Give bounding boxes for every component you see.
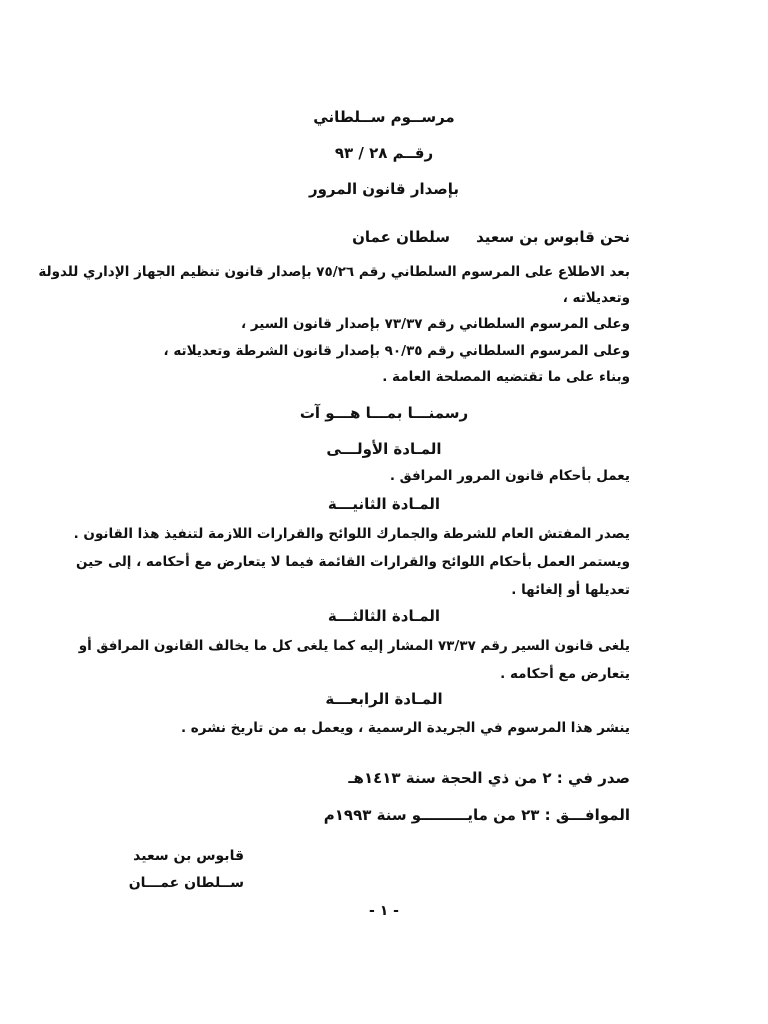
article-line: يتعارض مع أحكامه .	[500, 666, 630, 682]
article-heading: المـادة الثالثـــة	[327, 607, 441, 625]
issued-gregorian-date: الموافـــق : ٢٣ من مايـــــــــو سنة ١٩٩٣م	[323, 806, 630, 824]
preamble-line: وعلى المرسوم السلطاني رقم ٧٣/٣٧ بإصدار قانون السير ،	[241, 316, 630, 332]
article-heading: المـادة الثانيـــة	[327, 495, 441, 513]
page-number: - ١ -	[369, 903, 399, 919]
preamble-we-title: سلطان عمان	[352, 228, 450, 246]
article-heading: المـادة الأولـــى	[326, 440, 442, 458]
preamble-line: وتعديلاته ،	[562, 290, 630, 306]
decree-heading: رسمنـــا بمـــا هـــو آت	[299, 404, 469, 422]
signature-title: ســلطان عمـــان	[128, 875, 244, 891]
decree-subject: بإصدار قانون المرور	[308, 180, 460, 198]
article-line: ويستمر العمل بأحكام اللوائح والقرارات القائمة فيما لا يتعارض مع أحكامه ، إلى حين	[75, 554, 630, 570]
preamble-line: وبناء على ما تقتضيه المصلحة العامة .	[382, 369, 630, 385]
article-line: يعمل بأحكام قانون المرور المرافق .	[389, 468, 630, 484]
preamble-we-name: نحن قابوس بن سعيد	[476, 228, 630, 246]
article-line: يصدر المفتش العام للشرطة والجمارك اللوائح والقرارات اللازمة لتنفيذ هذا القانون .	[73, 526, 630, 542]
decree-number: رقــم ٢٨ / ٩٣	[334, 144, 434, 162]
issued-hijri-date: صدر في : ٢ من ذي الحجة سنة ١٤١٣هـ	[348, 769, 630, 787]
preamble-line: وعلى المرسوم السلطاني رقم ٩٠/٣٥ بإصدار قانون الشرطة وتعديلاته ،	[163, 343, 630, 359]
preamble-line: بعد الاطلاع على المرسوم السلطاني رقم ٧٥/٢٦ بإصدار قانون تنظيم الجهاز الإداري للدولة	[38, 264, 630, 280]
article-line: تعديلها أو إلغائها .	[511, 582, 630, 598]
article-line: يلغى قانون السير رقم ٧٣/٣٧ المشار إليه كما يلغى كل ما يخالف القانون المرافق أو	[78, 638, 630, 654]
signature-name: قابوس بن سعيد	[133, 848, 244, 864]
decree-title: مرســوم ســلطاني	[313, 108, 455, 126]
article-line: ينشر هذا المرسوم في الجريدة الرسمية ، ويعمل به من تاريخ نشره .	[180, 720, 630, 736]
article-heading: المـادة الرابعـــة	[325, 690, 443, 708]
